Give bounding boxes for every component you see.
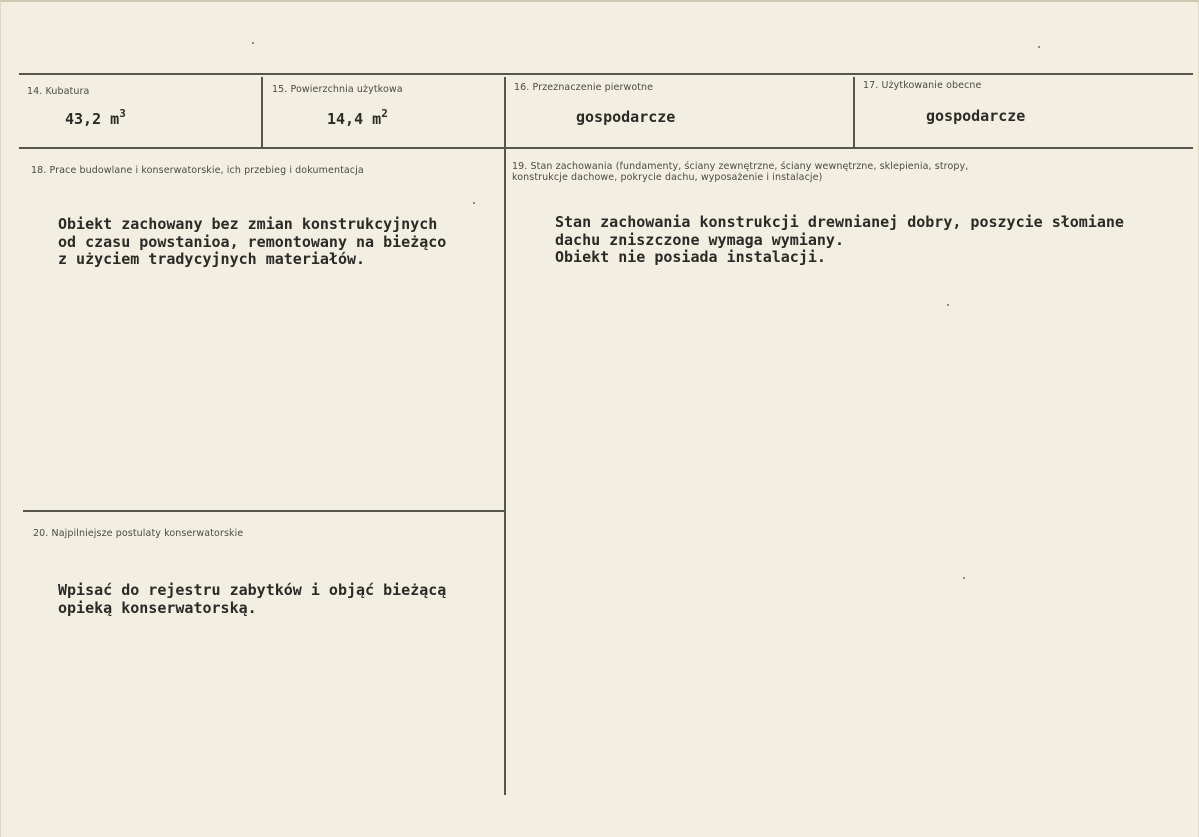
- scan-speck: [1038, 46, 1040, 48]
- scan-speck: [963, 577, 965, 579]
- field-14-unit-exponent: 3: [119, 107, 126, 120]
- field-19-text: Stan zachowania konstrukcji drewnianej dobry, poszycie słomiane dachu zniszczone wymaga wymiany. Obiekt nie posiada instalacji.: [555, 213, 1124, 266]
- field-14-label: 14. Kubatura: [27, 86, 90, 97]
- column-divider-1: [261, 77, 263, 148]
- field-14-value-text: 43,2 m: [65, 110, 120, 128]
- field-17-value: gospodarcze: [926, 107, 1026, 125]
- field-18-text: Obiekt zachowany bez zmian konstrukcyjnych od czasu powstanioa, remontowany na bieżąco z użyciem tradycyjnych materiałów.: [58, 215, 447, 268]
- column-divider-3: [853, 77, 855, 148]
- field-18-label: 18. Prace budowlane i konserwatorskie, ich przebieg i dokumentacja: [31, 165, 364, 176]
- field-15-value-text: 14,4 m: [327, 110, 382, 128]
- field-16-label: 16. Przeznaczenie pierwotne: [514, 82, 654, 93]
- field-17-label: 17. Użytkowanie obecne: [863, 80, 982, 91]
- field-19-label: 19. Stan zachowania (fundamenty, ściany zewnętrzne, ściany wewnętrzne, sklepienia, stropy, konstrukcje dachowe, pokrycie dachu, wyposażenie i instalacje): [512, 161, 969, 183]
- row-rule: [19, 147, 1193, 149]
- field-20-label: 20. Najpilniejsze postulaty konserwatorskie: [33, 528, 244, 539]
- scan-speck: [252, 42, 254, 44]
- field-15-unit-exponent: 2: [381, 107, 388, 120]
- field-15-label: 15. Powierzchnia użytkowa: [272, 84, 403, 95]
- field-20-text: Wpisać do rejestru zabytków i objąć bieżącą opieką konserwatorską.: [58, 581, 447, 617]
- column-divider-main: [504, 77, 506, 795]
- section-rule: [23, 510, 505, 512]
- top-rule: [19, 73, 1193, 75]
- field-16-value: gospodarcze: [576, 108, 676, 126]
- scan-speck: [947, 304, 949, 306]
- field-15-value: [327, 107, 388, 128]
- scan-speck: [473, 202, 475, 204]
- field-14-value: [65, 107, 126, 128]
